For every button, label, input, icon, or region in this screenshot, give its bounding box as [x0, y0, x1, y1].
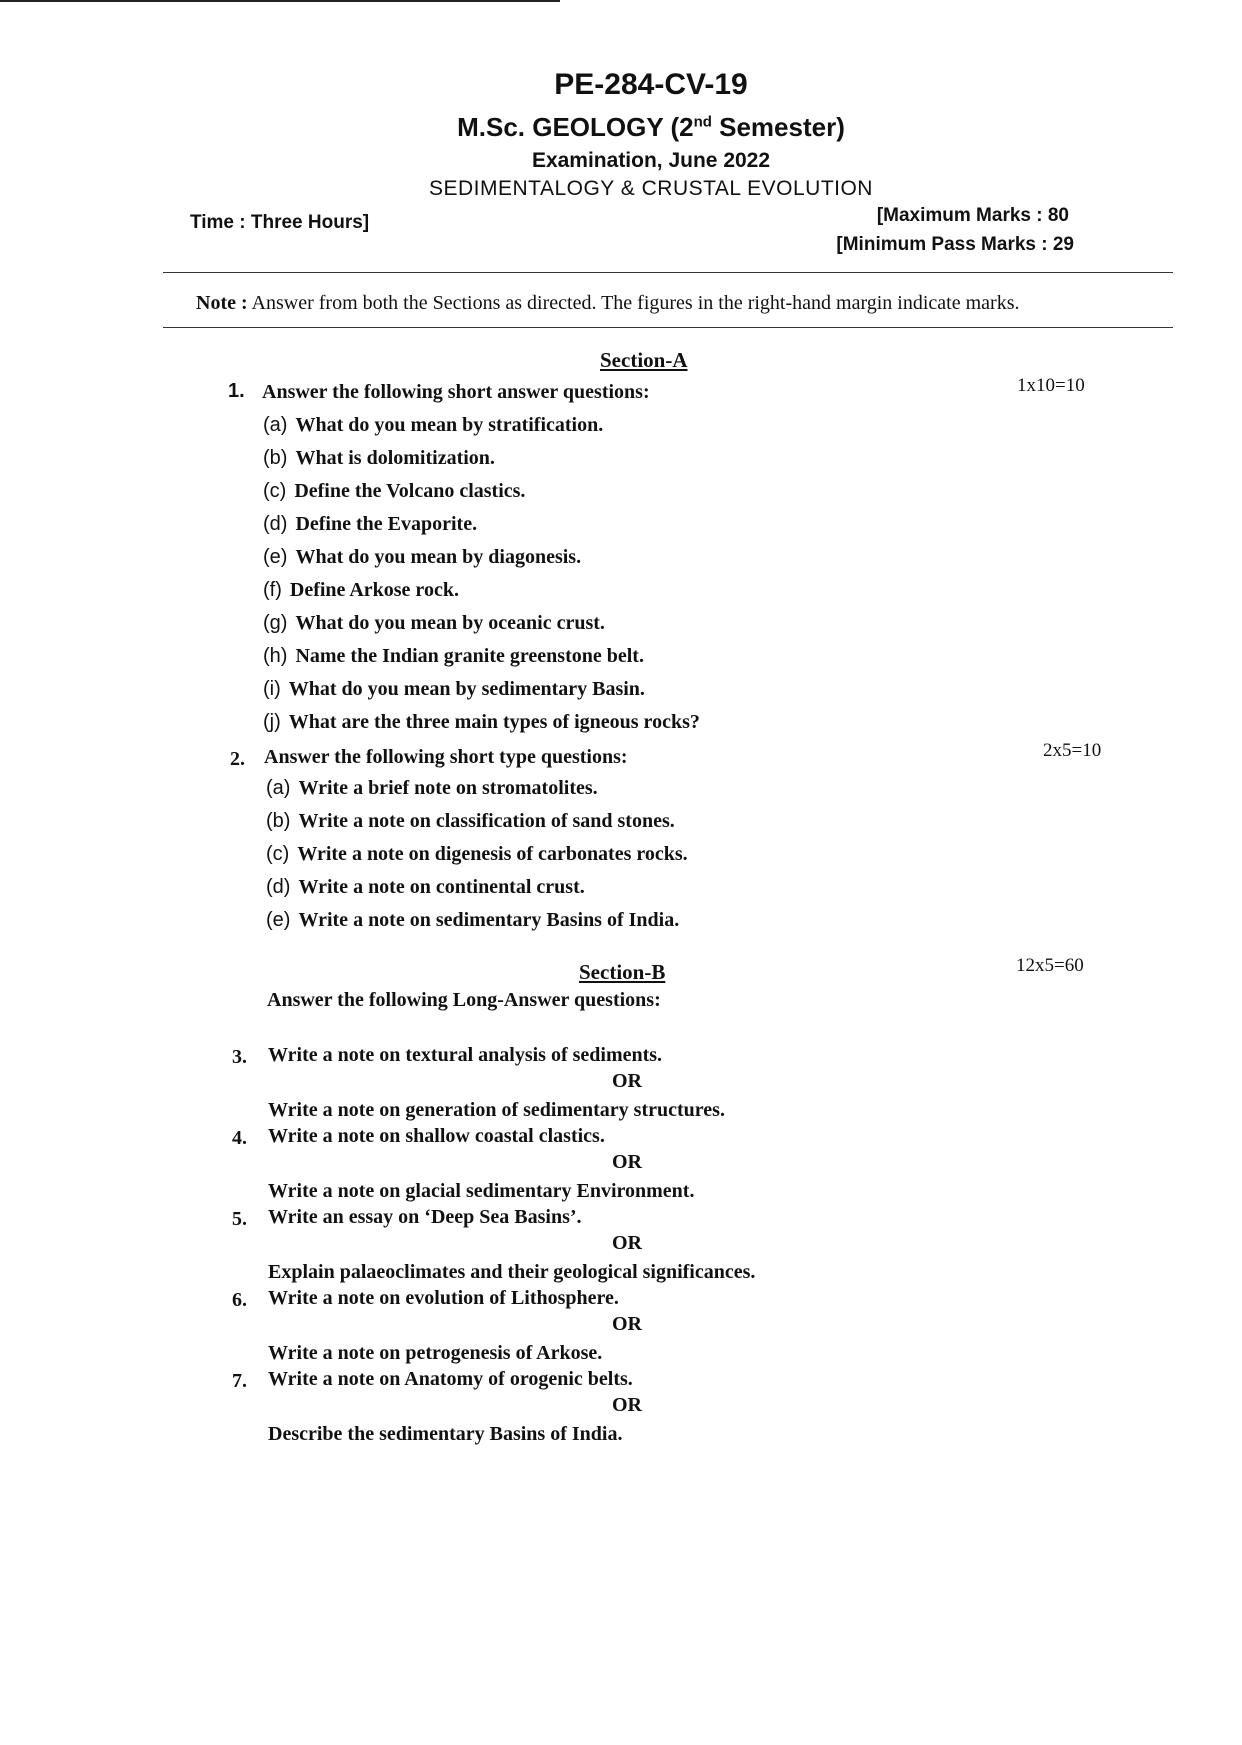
or-label: OR	[612, 1070, 642, 1092]
question-text: Answer the following short type questions:	[264, 746, 628, 768]
or-label: OR	[612, 1394, 642, 1416]
question-alternative: Write a note on glacial sedimentary Environment.	[268, 1180, 695, 1202]
question-alternative: Write a note on generation of sedimentary structures.	[268, 1099, 725, 1121]
question-text: Answer the following short answer questions:	[262, 381, 650, 403]
or-label: OR	[612, 1313, 642, 1335]
maximum-marks: [Maximum Marks : 80	[876, 205, 1069, 226]
list-item: (a) Write a brief note on stromatolites.	[266, 777, 598, 799]
list-item: (a) What do you mean by stratification.	[263, 414, 604, 436]
list-item: (e) What do you mean by diagonesis.	[263, 546, 582, 568]
bottom-rule	[163, 327, 1173, 328]
list-item: (e) Write a note on sedimentary Basins of India.	[266, 909, 680, 931]
question-number: 6.	[232, 1289, 247, 1311]
list-item: (b) Write a note on classification of sand stones.	[266, 810, 675, 832]
top-rule	[163, 272, 1173, 273]
list-item: (h) Name the Indian granite greenstone belt.	[263, 645, 644, 667]
section-b-title: Section-B	[579, 960, 666, 984]
question-number: 5.	[232, 1208, 247, 1230]
subject-title: SEDIMENTALOGY & CRUSTAL EVOLUTION	[429, 177, 873, 200]
paper-code: PE-284-CV-19	[554, 68, 748, 101]
or-label: OR	[612, 1151, 642, 1173]
question-text: Write a note on evolution of Lithosphere.	[268, 1287, 619, 1309]
list-item: (g) What do you mean by oceanic crust.	[263, 612, 605, 634]
minimum-pass-marks: [Minimum Pass Marks : 29	[836, 234, 1074, 255]
list-item: (d) Define the Evaporite.	[263, 513, 478, 535]
time-allowed: Time : Three Hours]	[190, 212, 370, 233]
question-marks: 1x10=10	[1017, 375, 1085, 396]
question-alternative: Explain palaeoclimates and their geological significances.	[268, 1261, 756, 1283]
list-item: (f) Define Arkose rock.	[263, 579, 459, 601]
question-number: 3.	[232, 1046, 247, 1068]
question-number: 7.	[232, 1370, 247, 1392]
list-item: (j) What are the three main types of igneous rocks?	[263, 711, 700, 733]
question-text: Write a note on shallow coastal clastics.	[268, 1125, 605, 1147]
question-text: Write a note on textural analysis of sediments.	[268, 1044, 663, 1066]
list-item: (d) Write a note on continental crust.	[266, 876, 585, 898]
list-item: (c) Define the Volcano clastics.	[263, 480, 526, 502]
list-item: (c) Write a note on digenesis of carbonates rocks.	[266, 843, 688, 865]
list-item: (i) What do you mean by sedimentary Basin.	[263, 678, 645, 700]
question-alternative: Write a note on petrogenesis of Arkose.	[268, 1342, 603, 1364]
question-alternative: Describe the sedimentary Basins of India.	[268, 1423, 623, 1445]
question-marks: 2x5=10	[1043, 740, 1102, 761]
note-line: Note : Answer from both the Sections as directed. The figures in the right-hand margin indicate marks.	[196, 292, 1020, 314]
section-b-marks: 12x5=60	[1016, 955, 1084, 976]
list-item: (b) What is dolomitization.	[263, 447, 495, 469]
section-b-instruction: Answer the following Long-Answer questions:	[267, 989, 661, 1011]
or-label: OR	[612, 1232, 642, 1254]
question-number: 4.	[232, 1127, 247, 1149]
section-a-title: Section-A	[600, 348, 688, 372]
question-text: Write a note on Anatomy of orogenic belts.	[268, 1368, 633, 1390]
course-title: M.Sc. GEOLOGY (2nd Semester)	[457, 112, 845, 142]
question-number: 1.	[228, 380, 245, 402]
question-number: 2.	[230, 748, 245, 770]
question-text: Write an essay on ‘Deep Sea Basins’.	[268, 1206, 582, 1228]
scan-edge-line	[0, 0, 560, 2]
exam-session: Examination, June 2022	[531, 149, 771, 172]
